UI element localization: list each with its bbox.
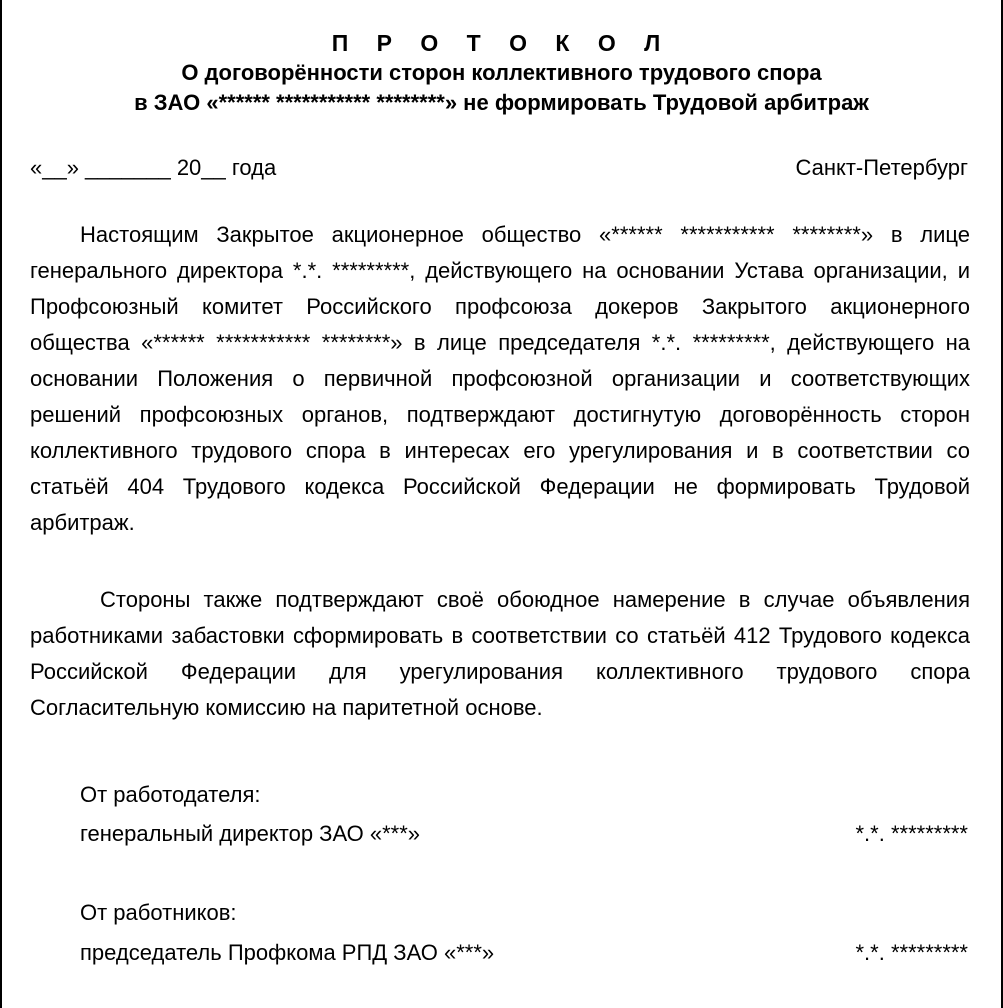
body-paragraph-2: Стороны также подтверждают своё обоюдное намерение в случае объявления работниками забастовки сформировать в соответствии со статьёй 412 Трудового кодекса Российской Федерации для урегулирования коллективного трудового спора Согласительную комиссию на паритетной основе.	[30, 587, 970, 720]
employer-name: *.*. *********	[855, 821, 968, 846]
employer-position: генеральный директор ЗАО «***»	[80, 821, 421, 846]
city-name: Санкт-Петербург	[795, 155, 968, 180]
workers-label: От работников:	[80, 900, 237, 925]
workers-position: председатель Профкома РПД ЗАО «***»	[80, 940, 495, 965]
employer-label: От работодателя:	[80, 782, 261, 807]
workers-name: *.*. *********	[855, 940, 968, 965]
date-placeholder: «__» _______ 20__ года	[30, 155, 277, 180]
workers-signature-row	[80, 940, 968, 966]
employer-signature-row	[80, 821, 968, 847]
date-city-row	[30, 155, 968, 181]
document-title: П Р О Т О К О Л	[331, 30, 672, 56]
document-subtitle-line2: в ЗАО «****** *********** ********» не формировать Трудовой арбитраж	[134, 90, 869, 115]
document-subtitle-line1: О договорённости сторон коллективного трудового спора	[181, 60, 822, 85]
body-paragraph-1: Настоящим Закрытое акционерное общество «****** *********** ********» в лице генерального директора *.*. *********, действующего на основании Устава организации, и Профсоюзный комитет Российского профсоюза докеров Закрытого акционерного общества «****** *********** ********» в лице председателя *.*. *********, действующего на основании Положения о первичной профсоюзной организации и соответствующих решений профсоюзных органов, подтверждают достигнутую договорённость сторон коллективного трудового спора в интересах его урегулирования и в соответствии со статьёй 404 Трудового кодекса Российской Федерации не формировать Трудовой арбитраж.	[30, 222, 970, 535]
page-border-left	[0, 0, 2, 1008]
